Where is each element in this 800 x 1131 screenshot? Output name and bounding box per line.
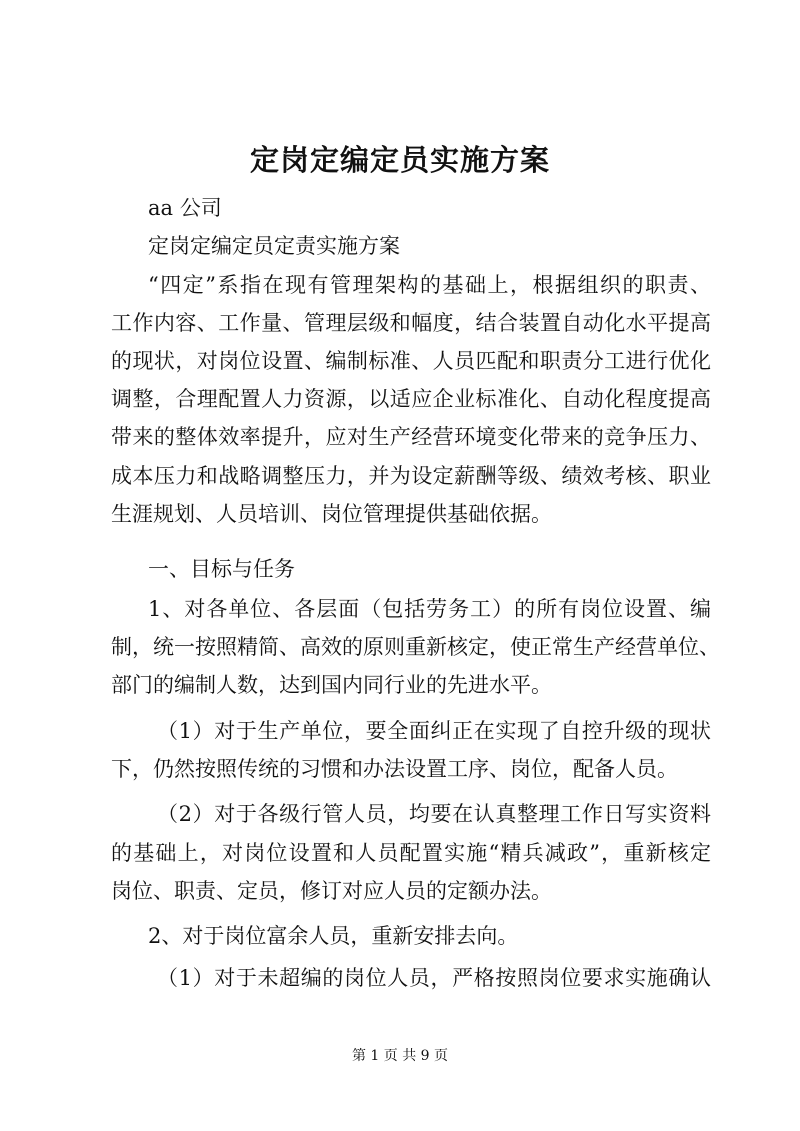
paragraph-line: “四定”系指在现有管理架构的基础上，根据组织的职责、 (148, 273, 711, 297)
paragraph-line: 制，统一按照精简、高效的原则重新核定，使正常生产经营单位、 (111, 635, 720, 659)
paragraph-line: 带来的整体效率提升，应对生产经营环境变化带来的竞争压力、 (111, 425, 711, 449)
paragraph-line: 调整，合理配置人力资源，以适应企业标准化、自动化程度提高 (111, 387, 711, 411)
paragraph-line: （1）对于未超编的岗位人员，严格按照岗位要求实施确认 (157, 966, 711, 990)
page-footer: 第 1 页 共 9 页 (351, 1048, 449, 1064)
company-name: aa 公司 (148, 196, 222, 220)
paragraph-line: 的现状，对岗位设置、编制标准、人员匹配和职责分工进行优化 (111, 349, 711, 373)
paragraph-line: 岗位、职责、定员，修订对应人员的定额办法。 (111, 879, 552, 903)
document-subtitle: 定岗定编定员定责实施方案 (148, 234, 400, 258)
paragraph-line: 部门的编制人数，达到国内同行业的先进水平。 (111, 673, 552, 697)
paragraph-line: 成本压力和战略调整压力，并为设定薪酬等级、绩效考核、职业 (111, 464, 711, 488)
paragraph-line: 生涯规划、人员培训、岗位管理提供基础依据。 (111, 502, 552, 526)
paragraph-line: 2、对于岗位富余人员，重新安排去向。 (148, 924, 519, 948)
paragraph-line: 1、对各单位、各层面（包括劳务工）的所有岗位设置、编 (148, 597, 711, 621)
paragraph-line: （2）对于各级行管人员，均要在认真整理工作日写实资料 (157, 802, 711, 826)
paragraph-line: 的基础上，对岗位设置和人员配置实施“精兵减政”，重新核定 (111, 841, 711, 865)
section-heading: 一、目标与任务 (148, 557, 295, 581)
paragraph-line: （1）对于生产单位，要全面纠正在实现了自控升级的现状 (157, 719, 711, 743)
document-title: 定岗定编定员实施方案 (249, 143, 550, 177)
paragraph-line: 下，仍然按照传统的习惯和办法设置工序、岗位，配备人员。 (111, 757, 678, 781)
paragraph-line: 工作内容、工作量、管理层级和幅度，结合装置自动化水平提高 (111, 311, 711, 335)
